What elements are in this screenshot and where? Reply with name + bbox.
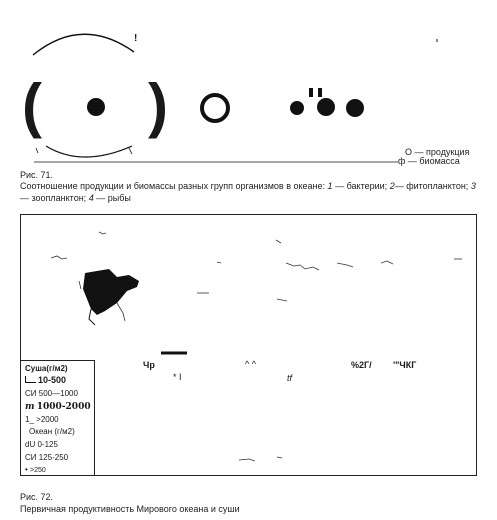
legend-ocean-title: Океан (г/м2) [29, 427, 75, 436]
coast-fragment [276, 240, 281, 243]
coast-fragment [381, 261, 393, 264]
legend-ocean-item [25, 465, 46, 474]
legend-land-item [25, 402, 91, 412]
legend-land-symbol: 1_ [25, 415, 34, 424]
legend-land-swatch [25, 376, 36, 383]
caption-num-2: 2 [389, 181, 395, 191]
coast-fragment [217, 262, 221, 263]
legend-land-symbol: m [25, 402, 35, 412]
legend-ocean-symbol: • [25, 465, 28, 474]
lower-left-tick [36, 148, 38, 153]
fish-mark-1 [309, 88, 313, 97]
lower-arc [46, 146, 132, 157]
map-label-chkg: '"ЧКГ [393, 360, 417, 370]
arc-mark: ! [134, 33, 138, 44]
legend-ocean-item [25, 440, 58, 449]
coast-fragment [79, 281, 81, 289]
map-label-dot-i: * I [173, 372, 182, 382]
coast-fragment [277, 457, 282, 458]
paren-open: ( [22, 72, 42, 139]
caption-text-3: — зоопланктон; [20, 193, 87, 203]
copyright-outer [202, 95, 228, 121]
map-label-tf: tf [287, 373, 293, 383]
coast-fragment [239, 459, 255, 461]
legend-ocean-label: 0-125 [37, 440, 58, 449]
caption-main: Соотношение продукции и биомассы разных групп организмов в океане: [20, 181, 326, 191]
figure-71-diagram [0, 0, 497, 170]
map-legend [21, 360, 95, 475]
legend-land-label: 500—1000 [38, 389, 78, 398]
coast-fragment [286, 263, 319, 270]
biomass-legend: ф — биомасса [398, 156, 460, 166]
landmass-edge [117, 303, 125, 321]
caption-num-1: 1 [327, 181, 333, 191]
fish-dot-3 [346, 99, 364, 117]
legend-land-title: Суша(г/м2) [25, 364, 68, 373]
legend-land-item [25, 375, 66, 385]
bacteria-dot [87, 98, 105, 116]
fish-dot-1 [290, 101, 304, 115]
caption-num-4: 4 [88, 193, 94, 203]
legend-land-item [25, 415, 59, 424]
caption-text-2: — фитопланктон; [394, 181, 469, 191]
coast-fragment [277, 299, 287, 301]
legend-ocean-label: 125-250 [38, 453, 69, 462]
legend-ocean-item [25, 453, 68, 462]
coast-fragment [99, 232, 106, 234]
coast-fragment [337, 263, 353, 267]
caption-text-1: — бактерии; [335, 181, 388, 191]
fish-mark-2 [318, 88, 322, 97]
caption-text-4: — рыбы [96, 193, 131, 203]
figure-72-caption: Первичная продуктивность Мирового океана и суши [20, 504, 240, 514]
fish-dot-2 [317, 98, 335, 116]
legend-land-item [25, 389, 78, 398]
figure-71-label: Рис. 71. [20, 170, 54, 180]
map-label-chr: Чр [143, 360, 155, 370]
legend-ocean-label: >250 [30, 467, 46, 474]
map-label-pct: %2Г/ [351, 360, 372, 370]
paren-close: ) [148, 72, 168, 139]
lower-right-tick [129, 148, 132, 154]
legend-land-symbol: СИ [25, 389, 37, 398]
figure-71 [0, 0, 497, 203]
legend-ocean-symbol: dU [25, 440, 36, 449]
north-america-landmass [83, 269, 139, 315]
figure-71-caption [20, 180, 480, 204]
figure-72-label: Рис. 72. [20, 492, 54, 502]
map-label-caret: ^ ^ [245, 359, 256, 369]
legend-ocean-symbol: СИ [25, 453, 37, 462]
legend-land-label: >2000 [36, 415, 59, 424]
upper-arc [33, 34, 134, 55]
coast-fragment [51, 256, 67, 259]
legend-land-label: 10-500 [38, 375, 67, 385]
production-legend: О — продукция [405, 147, 470, 157]
caption-num-3: 3 [470, 181, 476, 191]
legend-land-label: 1000-2000 [36, 402, 91, 412]
